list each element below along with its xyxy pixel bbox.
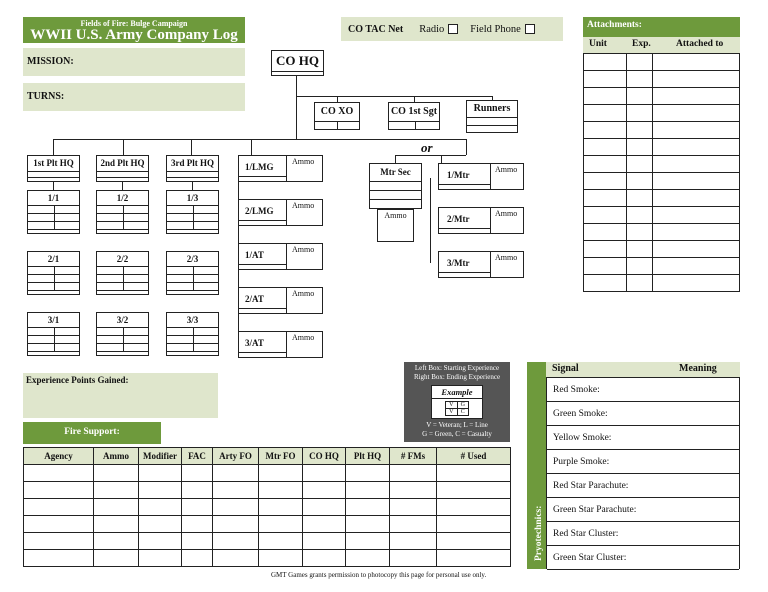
fire-support-cell[interactable] bbox=[346, 550, 390, 567]
co-hq-box[interactable] bbox=[271, 50, 324, 76]
attachment-row[interactable] bbox=[584, 190, 740, 207]
fire-support-col-header: Agency bbox=[24, 448, 94, 465]
fire-support-cell[interactable] bbox=[94, 499, 139, 516]
pyro-signal-row[interactable] bbox=[547, 402, 739, 426]
co-hq-label: CO HQ bbox=[272, 51, 323, 72]
fire-support-col-header: Arty FO bbox=[213, 448, 259, 465]
mortar-box[interactable] bbox=[438, 207, 524, 234]
mortar-box[interactable] bbox=[438, 251, 524, 278]
fire-support-cell[interactable] bbox=[182, 465, 213, 482]
ammo-label: Ammo bbox=[292, 245, 315, 254]
pyrotechnics-label: Pryotechnics: bbox=[534, 505, 544, 561]
org-line bbox=[53, 139, 466, 140]
org-line bbox=[296, 75, 297, 139]
squad-label: 3/2 bbox=[97, 313, 148, 328]
fire-support-col-header: Ammo bbox=[94, 448, 139, 465]
squad-box[interactable] bbox=[27, 190, 80, 234]
mortar-label: 1/Mtr bbox=[447, 170, 470, 180]
attachment-cell[interactable] bbox=[584, 71, 627, 88]
attachment-cell[interactable] bbox=[584, 224, 627, 241]
runners-box[interactable] bbox=[466, 100, 518, 133]
mortar-label: 3/Mtr bbox=[447, 258, 470, 268]
fire-support-cell[interactable] bbox=[213, 499, 259, 516]
squad-label: 3/3 bbox=[167, 313, 218, 328]
example-cell: C bbox=[457, 409, 469, 416]
example-cell: V bbox=[446, 402, 458, 409]
key-line-2: G = Green, C = Casualty bbox=[422, 430, 492, 438]
attachment-cell[interactable] bbox=[584, 190, 627, 207]
squad-label: 1/2 bbox=[97, 191, 148, 206]
fire-support-cell[interactable] bbox=[346, 482, 390, 499]
squad-box[interactable] bbox=[166, 251, 219, 295]
attachment-cell[interactable] bbox=[653, 122, 740, 139]
attachment-cell[interactable] bbox=[653, 241, 740, 258]
pyro-signal-row[interactable] bbox=[547, 474, 739, 498]
fire-support-col-header: FAC bbox=[182, 448, 213, 465]
runners-label: Runners bbox=[467, 101, 517, 118]
org-line bbox=[395, 155, 396, 163]
attachment-cell[interactable] bbox=[626, 258, 652, 275]
squad-label: 2/1 bbox=[28, 252, 79, 267]
attachment-cell[interactable] bbox=[584, 275, 627, 292]
log-title-banner bbox=[23, 17, 245, 43]
meaning-header: Meaning bbox=[679, 363, 717, 374]
attachment-cell[interactable] bbox=[584, 258, 627, 275]
platoon-hq-box[interactable] bbox=[166, 155, 219, 182]
fire-support-cell[interactable] bbox=[139, 533, 182, 550]
campaign-subtitle: Fields of Fire: Bulge Campaign bbox=[80, 19, 188, 28]
fire-support-cell[interactable] bbox=[213, 550, 259, 567]
fire-support-cell[interactable] bbox=[182, 533, 213, 550]
fire-support-cell[interactable] bbox=[437, 465, 511, 482]
attachment-cell[interactable] bbox=[584, 88, 627, 105]
attachment-cell[interactable] bbox=[653, 88, 740, 105]
fire-support-cell[interactable] bbox=[346, 465, 390, 482]
ammo-label: Ammo bbox=[292, 333, 315, 342]
attachment-row[interactable] bbox=[584, 241, 740, 258]
legend-line-2: Right Box: Ending Experience bbox=[413, 373, 501, 381]
fire-support-cell[interactable] bbox=[303, 482, 346, 499]
squad-label: 2/2 bbox=[97, 252, 148, 267]
co-1st-sgt-label: CO 1st Sgt bbox=[389, 103, 439, 122]
fire-support-cell[interactable] bbox=[182, 499, 213, 516]
ammo-label: Ammo bbox=[292, 157, 315, 166]
squad-box[interactable] bbox=[27, 312, 80, 356]
attachment-cell[interactable] bbox=[626, 71, 652, 88]
squad-box[interactable] bbox=[96, 251, 149, 295]
pyro-signal-row[interactable] bbox=[547, 546, 739, 570]
fire-support-cell[interactable] bbox=[437, 482, 511, 499]
platoon-hq-box[interactable] bbox=[27, 155, 80, 182]
fire-support-cell[interactable] bbox=[24, 533, 94, 550]
pyro-signal-label: Green Star Parachute: bbox=[553, 504, 637, 515]
ammo-label: Ammo bbox=[495, 165, 518, 174]
fire-support-cell[interactable] bbox=[139, 499, 182, 516]
squad-box[interactable] bbox=[96, 190, 149, 234]
weapon-team-box[interactable] bbox=[238, 287, 323, 314]
pyro-signal-label: Red Star Cluster: bbox=[553, 528, 619, 539]
co-tac-net-label: CO TAC Net bbox=[348, 23, 404, 35]
field-phone-label: Field Phone bbox=[470, 23, 521, 35]
experience-field[interactable] bbox=[23, 373, 218, 418]
attachment-row[interactable] bbox=[584, 88, 740, 105]
fire-support-cell[interactable] bbox=[259, 533, 303, 550]
ammo-label: Ammo bbox=[384, 211, 407, 220]
fire-support-cell[interactable] bbox=[437, 516, 511, 533]
turns-field[interactable] bbox=[23, 83, 245, 111]
mortar-ammo-box[interactable] bbox=[377, 209, 414, 242]
attachment-cell[interactable] bbox=[626, 224, 652, 241]
weapon-team-box[interactable] bbox=[238, 199, 323, 226]
key-line-1: V = Veteran; L = Line bbox=[426, 421, 488, 429]
pyrotechnics-header bbox=[546, 362, 740, 377]
squad-label: 3/1 bbox=[28, 313, 79, 328]
attachment-cell[interactable] bbox=[653, 173, 740, 190]
fire-support-cell[interactable] bbox=[259, 550, 303, 567]
fire-support-cell[interactable] bbox=[182, 482, 213, 499]
attachment-cell[interactable] bbox=[626, 275, 652, 292]
org-line bbox=[191, 139, 192, 155]
pyro-signal-label: Red Smoke: bbox=[553, 384, 600, 395]
org-line bbox=[192, 182, 193, 190]
squad-box[interactable] bbox=[166, 190, 219, 234]
attachment-cell[interactable] bbox=[653, 156, 740, 173]
fire-support-cell[interactable] bbox=[24, 550, 94, 567]
fire-support-cell[interactable] bbox=[259, 499, 303, 516]
mortar-section-label: Mtr Sec bbox=[370, 164, 421, 182]
attachments-title: Attachments: bbox=[583, 17, 740, 37]
fire-support-col-header: # Used bbox=[437, 448, 511, 465]
pyro-signal-row[interactable] bbox=[547, 426, 739, 450]
weapon-team-label: 2/LMG bbox=[245, 206, 274, 216]
fire-support-col-header: Modifier bbox=[139, 448, 182, 465]
fire-support-col-header: Mtr FO bbox=[259, 448, 303, 465]
attachment-row[interactable] bbox=[584, 71, 740, 88]
attachment-row[interactable] bbox=[584, 258, 740, 275]
platoon-hq-label: 3rd Plt HQ bbox=[167, 156, 218, 172]
mortar-box[interactable] bbox=[438, 163, 524, 190]
weapon-team-label: 1/AT bbox=[245, 250, 264, 260]
fire-support-cell[interactable] bbox=[259, 482, 303, 499]
attachments-col-attached: Attached to bbox=[676, 39, 724, 49]
fire-support-title: Fire Support: bbox=[23, 422, 161, 444]
fire-support-cell[interactable] bbox=[182, 516, 213, 533]
attachments-header bbox=[583, 37, 740, 53]
platoon-hq-label: 1st Plt HQ bbox=[28, 156, 79, 172]
co-xo-box[interactable] bbox=[314, 102, 360, 130]
example-cell: G bbox=[457, 402, 469, 409]
org-line bbox=[123, 139, 124, 155]
weapon-team-label: 1/LMG bbox=[245, 162, 274, 172]
attachment-cell[interactable] bbox=[584, 105, 627, 122]
fire-support-cell[interactable] bbox=[94, 465, 139, 482]
fire-support-col-header: CO HQ bbox=[303, 448, 346, 465]
org-line bbox=[251, 139, 252, 155]
attachment-cell[interactable] bbox=[584, 156, 627, 173]
attachment-cell[interactable] bbox=[653, 71, 740, 88]
pyro-signal-label: Yellow Smoke: bbox=[553, 432, 612, 443]
org-line bbox=[441, 155, 442, 163]
squad-label: 1/1 bbox=[28, 191, 79, 206]
attachment-cell[interactable] bbox=[653, 190, 740, 207]
fire-support-table[interactable] bbox=[23, 447, 511, 567]
fire-support-row[interactable] bbox=[24, 533, 511, 550]
attachment-row[interactable] bbox=[584, 105, 740, 122]
ammo-label: Ammo bbox=[292, 289, 315, 298]
fire-support-cell[interactable] bbox=[303, 465, 346, 482]
fire-support-cell[interactable] bbox=[346, 516, 390, 533]
fire-support-cell[interactable] bbox=[390, 516, 437, 533]
attachment-row[interactable] bbox=[584, 275, 740, 292]
pyro-signal-row[interactable] bbox=[547, 522, 739, 546]
weapon-team-box[interactable] bbox=[238, 155, 323, 182]
attachment-cell[interactable] bbox=[584, 139, 627, 156]
platoon-hq-box[interactable] bbox=[96, 155, 149, 182]
fire-support-cell[interactable] bbox=[139, 465, 182, 482]
attachment-cell[interactable] bbox=[626, 173, 652, 190]
fire-support-cell[interactable] bbox=[390, 465, 437, 482]
footer-note: GMT Games grants permission to photocopy this page for personal use only. bbox=[271, 571, 487, 579]
pyro-signal-label: Green Smoke: bbox=[553, 408, 608, 419]
example-cell: V bbox=[446, 409, 458, 416]
attachment-cell[interactable] bbox=[653, 54, 740, 71]
weapon-team-box[interactable] bbox=[238, 243, 323, 270]
experience-label: Experience Points Gained: bbox=[26, 375, 129, 385]
fire-support-row[interactable] bbox=[24, 465, 511, 482]
fire-support-cell[interactable] bbox=[259, 465, 303, 482]
attachment-cell[interactable] bbox=[653, 258, 740, 275]
fire-support-col-header: # FMs bbox=[390, 448, 437, 465]
radio-label: Radio bbox=[419, 23, 445, 35]
fire-support-cell[interactable] bbox=[390, 482, 437, 499]
fire-support-cell[interactable] bbox=[213, 533, 259, 550]
fire-support-cell[interactable] bbox=[346, 533, 390, 550]
attachment-cell[interactable] bbox=[626, 156, 652, 173]
pyro-signal-label: Green Star Cluster: bbox=[553, 552, 627, 563]
squad-label: 2/3 bbox=[167, 252, 218, 267]
attachment-cell[interactable] bbox=[626, 139, 652, 156]
squad-label: 1/3 bbox=[167, 191, 218, 206]
fire-support-cell[interactable] bbox=[24, 465, 94, 482]
turns-label: TURNS: bbox=[27, 91, 65, 102]
fire-support-cell[interactable] bbox=[437, 499, 511, 516]
fire-support-row[interactable] bbox=[24, 499, 511, 516]
fire-support-cell[interactable] bbox=[94, 516, 139, 533]
pyro-signal-row[interactable] bbox=[547, 378, 739, 402]
attachment-cell[interactable] bbox=[653, 139, 740, 156]
org-line bbox=[53, 139, 54, 155]
attachment-cell[interactable] bbox=[626, 105, 652, 122]
attachment-cell[interactable] bbox=[584, 207, 627, 224]
fire-support-cell[interactable] bbox=[139, 516, 182, 533]
attachment-row[interactable] bbox=[584, 224, 740, 241]
org-line bbox=[122, 182, 123, 190]
mortar-section-box[interactable] bbox=[369, 163, 422, 209]
fire-support-cell[interactable] bbox=[390, 533, 437, 550]
attachment-cell[interactable] bbox=[584, 122, 627, 139]
co-xo-label: CO XO bbox=[315, 103, 359, 122]
fire-support-cell[interactable] bbox=[24, 499, 94, 516]
experience-legend bbox=[404, 362, 510, 442]
radio-checkbox[interactable] bbox=[448, 24, 458, 34]
org-line bbox=[430, 178, 431, 263]
mission-field[interactable] bbox=[23, 48, 245, 76]
co-1st-sgt-box[interactable] bbox=[388, 102, 440, 130]
legend-line-1: Left Box: Starting Experience bbox=[414, 364, 500, 372]
attachment-row[interactable] bbox=[584, 173, 740, 190]
mission-label: MISSION: bbox=[27, 56, 74, 67]
attachment-cell[interactable] bbox=[653, 207, 740, 224]
weapon-team-box[interactable] bbox=[238, 331, 323, 358]
ammo-label: Ammo bbox=[495, 253, 518, 262]
attachment-cell[interactable] bbox=[626, 241, 652, 258]
signal-header: Signal bbox=[552, 363, 579, 374]
attachment-cell[interactable] bbox=[584, 173, 627, 190]
mortar-label: 2/Mtr bbox=[447, 214, 470, 224]
weapon-team-label: 3/AT bbox=[245, 338, 264, 348]
fire-support-cell[interactable] bbox=[24, 482, 94, 499]
pyro-signal-row[interactable] bbox=[547, 450, 739, 474]
pyro-signal-label: Purple Smoke: bbox=[553, 456, 610, 467]
fire-support-cell[interactable] bbox=[390, 550, 437, 567]
org-line bbox=[296, 96, 492, 97]
fire-support-cell[interactable] bbox=[303, 533, 346, 550]
fire-support-col-header: Plt HQ bbox=[346, 448, 390, 465]
attachments-table[interactable] bbox=[583, 53, 740, 292]
attachment-row[interactable] bbox=[584, 54, 740, 71]
attachment-cell[interactable] bbox=[626, 207, 652, 224]
attachment-cell[interactable] bbox=[653, 105, 740, 122]
attachment-cell[interactable] bbox=[626, 190, 652, 207]
squad-box[interactable] bbox=[96, 312, 149, 356]
fire-support-cell[interactable] bbox=[94, 533, 139, 550]
pyro-signal-label: Red Star Parachute: bbox=[553, 480, 629, 491]
attachment-cell[interactable] bbox=[653, 224, 740, 241]
fire-support-cell[interactable] bbox=[437, 550, 511, 567]
weapon-team-label: 2/AT bbox=[245, 294, 264, 304]
fire-support-cell[interactable] bbox=[213, 465, 259, 482]
org-line bbox=[466, 139, 467, 155]
or-label: or bbox=[421, 140, 433, 155]
fire-support-cell[interactable] bbox=[437, 533, 511, 550]
pyro-signal-row[interactable] bbox=[547, 498, 739, 522]
co-tac-net-panel bbox=[341, 17, 563, 41]
platoon-hq-label: 2nd Plt HQ bbox=[97, 156, 148, 172]
fire-support-cell[interactable] bbox=[139, 482, 182, 499]
attachments-col-exp: Exp. bbox=[632, 39, 651, 49]
attachment-cell[interactable] bbox=[626, 88, 652, 105]
fire-support-cell[interactable] bbox=[213, 516, 259, 533]
attachment-row[interactable] bbox=[584, 122, 740, 139]
fire-support-cell[interactable] bbox=[346, 499, 390, 516]
fire-support-cell[interactable] bbox=[182, 550, 213, 567]
log-title: WWII U.S. Army Company Log bbox=[30, 27, 238, 43]
squad-box[interactable] bbox=[166, 312, 219, 356]
squad-box[interactable] bbox=[27, 251, 80, 295]
fire-support-row[interactable] bbox=[24, 482, 511, 499]
fire-support-cell[interactable] bbox=[259, 516, 303, 533]
attachment-cell[interactable] bbox=[584, 241, 627, 258]
attachment-row[interactable] bbox=[584, 207, 740, 224]
fire-support-row[interactable] bbox=[24, 516, 511, 533]
ammo-label: Ammo bbox=[495, 209, 518, 218]
attachment-cell[interactable] bbox=[584, 54, 627, 71]
fire-support-cell[interactable] bbox=[303, 516, 346, 533]
fire-support-cell[interactable] bbox=[213, 482, 259, 499]
attachment-row[interactable] bbox=[584, 139, 740, 156]
example-title: Example bbox=[432, 386, 482, 399]
fire-support-cell[interactable] bbox=[24, 516, 94, 533]
fire-support-cell[interactable] bbox=[303, 550, 346, 567]
fire-support-cell[interactable] bbox=[94, 482, 139, 499]
fire-support-cell[interactable] bbox=[139, 550, 182, 567]
fire-support-cell[interactable] bbox=[303, 499, 346, 516]
fire-support-row[interactable] bbox=[24, 550, 511, 567]
pyrotechnics-side-bar bbox=[527, 362, 546, 569]
ammo-label: Ammo bbox=[292, 201, 315, 210]
attachment-cell[interactable] bbox=[626, 54, 652, 71]
field-phone-checkbox[interactable] bbox=[525, 24, 535, 34]
pyrotechnics-list bbox=[546, 377, 740, 569]
attachment-cell[interactable] bbox=[653, 275, 740, 292]
org-line bbox=[53, 182, 54, 190]
fire-support-cell[interactable] bbox=[94, 550, 139, 567]
attachment-cell[interactable] bbox=[626, 122, 652, 139]
fire-support-cell[interactable] bbox=[390, 499, 437, 516]
attachments-col-unit: Unit bbox=[589, 39, 607, 49]
attachment-row[interactable] bbox=[584, 156, 740, 173]
